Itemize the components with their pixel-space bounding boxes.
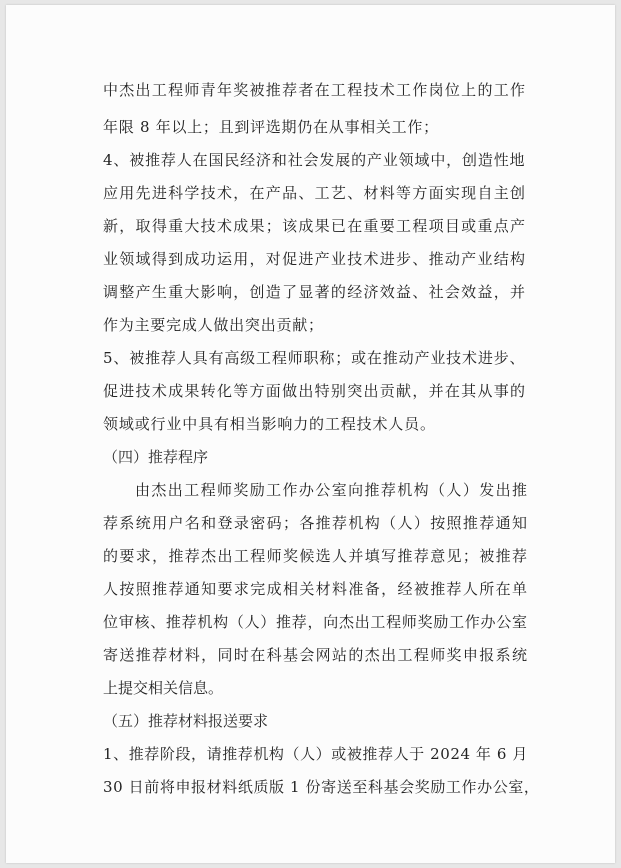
text-line: 调整产生重大影响，创造了显著的经济效益、社会效益，并 (103, 283, 527, 301)
text-line: 作为主要完成人做出突出贡献； (103, 316, 324, 334)
text-line: 上提交相关信息。 (103, 679, 224, 697)
text-line: 位审核、推荐机构（人）推荐，向杰出工程师奖励工作办公室 (103, 613, 528, 631)
text-line: 4、被推荐人在国民经济和社会发展的产业领域中，创造性地 (103, 151, 526, 169)
text-line: 5、被推荐人具有高级工程师职称；或在推动产业技术进步、 (103, 349, 526, 367)
text-line: 业领域得到成功运用，对促进产业技术进步、推动产业结构 (103, 250, 527, 268)
text-line: 荐系统用户名和登录密码；各推荐机构（人）按照推荐通知 (103, 514, 529, 532)
text-line: 年限 8 年以上；且到评选期仍在从事相关工作； (103, 118, 439, 136)
document-page (6, 5, 615, 863)
text-line: 的要求，推荐杰出工程师奖候选人并填写推荐意见；被推荐 (103, 547, 529, 565)
section-heading: （四）推荐程序 (103, 448, 209, 466)
text-line: 新，取得重大技术成果；该成果已在重要工程项目或重点产 (103, 217, 527, 235)
text-line: 1、推荐阶段，请推荐机构（人）或被推荐人于 2024 年 6 月 (103, 745, 528, 763)
section-heading: （五）推荐材料报送要求 (103, 712, 269, 730)
text-line: 应用先进科学技术，在产品、工艺、材料等方面实现自主创 (103, 184, 527, 202)
text-line: 促进技术成果转化等方面做出特别突出贡献，并在其从事的 (103, 382, 527, 400)
text-line: 由杰出工程师奖励工作办公室向推荐机构（人）发出推 (135, 481, 529, 499)
text-line: 中杰出工程师青年奖被推荐者在工程技术工作岗位上的工作 (103, 81, 527, 99)
text-line: 30 日前将申报材料纸质版 1 份寄送至科基会奖励工作办公室， (103, 778, 540, 796)
text-line: 领域或行业中具有相当影响力的工程技术人员。 (103, 415, 436, 433)
text-line: 人按照推荐通知要求完成相关材料准备，经被推荐人所在单 (103, 580, 529, 598)
text-line: 寄送推荐材料，同时在科基会网站的杰出工程师奖申报系统 (103, 646, 529, 664)
